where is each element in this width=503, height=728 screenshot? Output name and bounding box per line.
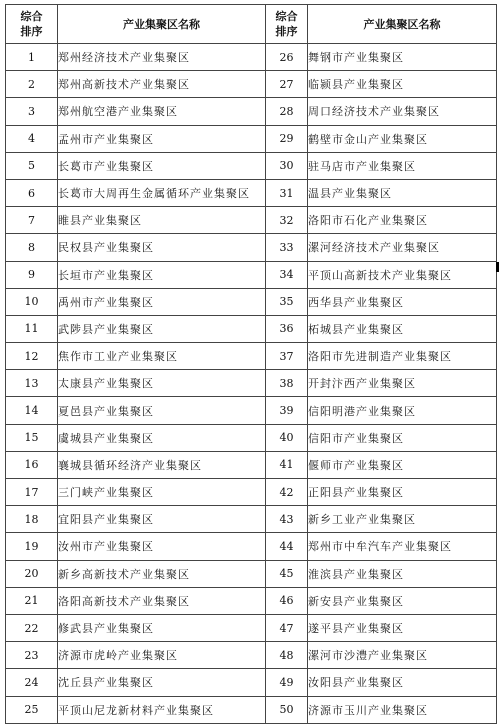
cluster-name-cell: 焦作市工业产业集聚区 xyxy=(58,343,266,370)
cluster-name-cell: 长葛市大周再生金属循环产业集聚区 xyxy=(58,179,266,206)
rank-cell: 12 xyxy=(6,343,58,370)
rank-header-line2: 排序 xyxy=(20,25,43,38)
cluster-name-cell: 平顶山高新技术产业集聚区 xyxy=(308,261,497,288)
rank-cell: 4 xyxy=(6,125,58,152)
table-row xyxy=(6,560,497,587)
cluster-name-header: 产业集聚区名称 xyxy=(308,5,497,44)
rank-cell: 47 xyxy=(266,614,308,641)
table-row xyxy=(6,315,497,342)
rank-cell: 1 xyxy=(6,44,58,71)
table-row xyxy=(6,179,497,206)
cluster-name-cell: 武陟县产业集聚区 xyxy=(58,315,266,342)
cluster-name-cell: 孟州市产业集聚区 xyxy=(58,125,266,152)
table-row xyxy=(6,424,497,451)
rank-cell: 3 xyxy=(6,98,58,125)
cluster-name-cell: 信阳市产业集聚区 xyxy=(308,424,497,451)
cluster-name-cell: 虞城县产业集聚区 xyxy=(58,424,266,451)
cluster-name-cell: 宜阳县产业集聚区 xyxy=(58,506,266,533)
table-row xyxy=(6,71,497,98)
cluster-name-cell: 长垣市产业集聚区 xyxy=(58,261,266,288)
cluster-name-cell: 信阳明港产业集聚区 xyxy=(308,397,497,424)
rank-cell: 8 xyxy=(6,234,58,261)
table-row xyxy=(6,98,497,125)
cluster-name-cell: 郑州航空港产业集聚区 xyxy=(58,98,266,125)
rank-cell: 29 xyxy=(266,125,308,152)
cluster-name-cell: 遂平县产业集聚区 xyxy=(308,614,497,641)
rank-cell: 30 xyxy=(266,152,308,179)
cluster-name-cell: 淮滨县产业集聚区 xyxy=(308,560,497,587)
rank-cell: 45 xyxy=(266,560,308,587)
rank-cell: 38 xyxy=(266,370,308,397)
rank-cell: 9 xyxy=(6,261,58,288)
rank-cell: 44 xyxy=(266,533,308,560)
rank-cell: 2 xyxy=(6,71,58,98)
ranking-table xyxy=(5,4,497,724)
rank-cell: 41 xyxy=(266,451,308,478)
cluster-name-cell: 平顶山尼龙新材料产业集聚区 xyxy=(58,696,266,723)
rank-header-line1: 综合 xyxy=(20,10,43,23)
cluster-name-cell: 西华县产业集聚区 xyxy=(308,288,497,315)
rank-header-line2: 排序 xyxy=(275,25,298,38)
table-row xyxy=(6,288,497,315)
cluster-name-cell: 新安县产业集聚区 xyxy=(308,587,497,614)
cluster-name-cell: 民权县产业集聚区 xyxy=(58,234,266,261)
rank-cell: 37 xyxy=(266,343,308,370)
rank-cell: 40 xyxy=(266,424,308,451)
edge-marker xyxy=(496,262,499,272)
cluster-name-cell: 夏邑县产业集聚区 xyxy=(58,397,266,424)
rank-cell: 5 xyxy=(6,152,58,179)
table-row xyxy=(6,451,497,478)
rank-cell: 34 xyxy=(266,261,308,288)
rank-cell: 28 xyxy=(266,98,308,125)
rank-header-line1: 综合 xyxy=(275,10,298,23)
cluster-name-cell: 鹤壁市金山产业集聚区 xyxy=(308,125,497,152)
cluster-name-cell: 新乡工业产业集聚区 xyxy=(308,506,497,533)
table-row xyxy=(6,506,497,533)
rank-cell: 23 xyxy=(6,642,58,669)
table-row xyxy=(6,479,497,506)
rank-cell: 17 xyxy=(6,479,58,506)
rank-cell: 49 xyxy=(266,669,308,696)
cluster-name-cell: 柘城县产业集聚区 xyxy=(308,315,497,342)
cluster-name-cell: 偃师市产业集聚区 xyxy=(308,451,497,478)
rank-cell: 50 xyxy=(266,696,308,723)
cluster-name-cell: 新乡高新技术产业集聚区 xyxy=(58,560,266,587)
cluster-name-cell: 洛阳市石化产业集聚区 xyxy=(308,207,497,234)
rank-cell: 20 xyxy=(6,560,58,587)
table-row xyxy=(6,207,497,234)
cluster-name-cell: 郑州高新技术产业集聚区 xyxy=(58,71,266,98)
table-row xyxy=(6,587,497,614)
cluster-name-cell: 温县产业集聚区 xyxy=(308,179,497,206)
rank-cell: 35 xyxy=(266,288,308,315)
rank-cell: 15 xyxy=(6,424,58,451)
cluster-name-cell: 汝阳县产业集聚区 xyxy=(308,669,497,696)
cluster-name-cell: 漯河市沙澧产业集聚区 xyxy=(308,642,497,669)
rank-cell: 19 xyxy=(6,533,58,560)
cluster-name-cell: 驻马店市产业集聚区 xyxy=(308,152,497,179)
cluster-name-cell: 睢县产业集聚区 xyxy=(58,207,266,234)
rank-cell: 21 xyxy=(6,587,58,614)
table-row xyxy=(6,343,497,370)
rank-cell: 27 xyxy=(266,71,308,98)
cluster-name-cell: 漯河经济技术产业集聚区 xyxy=(308,234,497,261)
cluster-name-cell: 洛阳市先进制造产业集聚区 xyxy=(308,343,497,370)
rank-cell: 48 xyxy=(266,642,308,669)
cluster-name-cell: 济源市虎岭产业集聚区 xyxy=(58,642,266,669)
table-row xyxy=(6,152,497,179)
cluster-name-cell: 沈丘县产业集聚区 xyxy=(58,669,266,696)
rank-cell: 42 xyxy=(266,479,308,506)
cluster-name-cell: 临颍县产业集聚区 xyxy=(308,71,497,98)
rank-cell: 6 xyxy=(6,179,58,206)
cluster-name-cell: 洛阳高新技术产业集聚区 xyxy=(58,587,266,614)
cluster-name-cell: 三门峡产业集聚区 xyxy=(58,479,266,506)
rank-cell: 43 xyxy=(266,506,308,533)
cluster-name-cell: 郑州市中牟汽车产业集聚区 xyxy=(308,533,497,560)
rank-cell: 46 xyxy=(266,587,308,614)
cluster-name-cell: 正阳县产业集聚区 xyxy=(308,479,497,506)
table-row xyxy=(6,370,497,397)
cluster-name-cell: 长葛市产业集聚区 xyxy=(58,152,266,179)
table-row xyxy=(6,44,497,71)
rank-cell: 32 xyxy=(266,207,308,234)
table-row xyxy=(6,642,497,669)
rank-cell: 18 xyxy=(6,506,58,533)
rank-cell: 24 xyxy=(6,669,58,696)
cluster-name-cell: 舞钢市产业集聚区 xyxy=(308,44,497,71)
table-row xyxy=(6,261,497,288)
cluster-name-cell: 周口经济技术产业集聚区 xyxy=(308,98,497,125)
rank-cell: 13 xyxy=(6,370,58,397)
rank-cell: 39 xyxy=(266,397,308,424)
table-row xyxy=(6,669,497,696)
rank-cell: 16 xyxy=(6,451,58,478)
cluster-name-cell: 汝州市产业集聚区 xyxy=(58,533,266,560)
table-row xyxy=(6,696,497,723)
cluster-name-cell: 襄城县循环经济产业集聚区 xyxy=(58,451,266,478)
table-row xyxy=(6,533,497,560)
rank-cell: 14 xyxy=(6,397,58,424)
cluster-name-cell: 禹州市产业集聚区 xyxy=(58,288,266,315)
cluster-name-cell: 济源市玉川产业集聚区 xyxy=(308,696,497,723)
table-row xyxy=(6,234,497,261)
rank-cell: 25 xyxy=(6,696,58,723)
rank-header xyxy=(6,5,58,44)
rank-cell: 22 xyxy=(6,614,58,641)
table-row xyxy=(6,125,497,152)
rank-cell: 36 xyxy=(266,315,308,342)
cluster-name-cell: 太康县产业集聚区 xyxy=(58,370,266,397)
cluster-name-header: 产业集聚区名称 xyxy=(58,5,266,44)
table-row xyxy=(6,397,497,424)
rank-cell: 26 xyxy=(266,44,308,71)
cluster-name-cell: 郑州经济技术产业集聚区 xyxy=(58,44,266,71)
rank-cell: 31 xyxy=(266,179,308,206)
rank-cell: 7 xyxy=(6,207,58,234)
rank-cell: 33 xyxy=(266,234,308,261)
table-header-row xyxy=(6,5,497,44)
cluster-name-cell: 开封汴西产业集聚区 xyxy=(308,370,497,397)
cluster-name-cell: 修武县产业集聚区 xyxy=(58,614,266,641)
table-row xyxy=(6,614,497,641)
rank-cell: 10 xyxy=(6,288,58,315)
rank-header xyxy=(266,5,308,44)
rank-cell: 11 xyxy=(6,315,58,342)
